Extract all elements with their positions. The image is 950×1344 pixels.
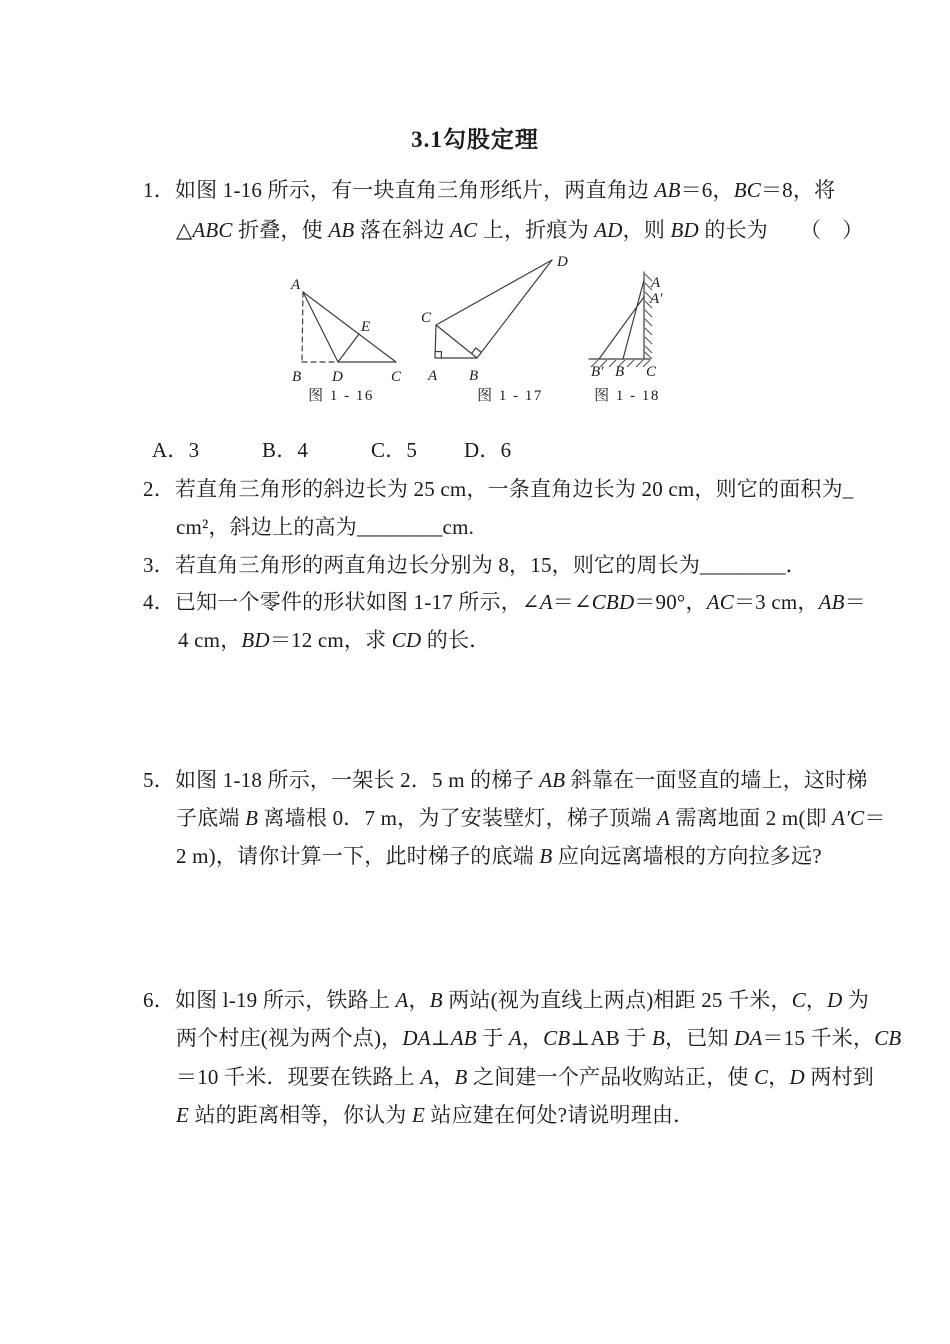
- question-1-line-1: 1．如图 1-16 所示，有一块直角三角形纸片，两直角边 AB＝6，BC＝8，将: [143, 178, 836, 202]
- figure-1-18-diagram: [589, 272, 663, 404]
- question-5-line-2: 子底端 B 离墙根 0．7 m，为了安装壁灯，梯子顶端 A 需离地面 2 m(即 A′C＝: [176, 806, 886, 830]
- fig18-wall-hatching: [645, 274, 652, 359]
- question-2-line-2: cm²，斜边上的高为________cm.: [176, 515, 475, 539]
- option-c: C．5: [371, 438, 418, 462]
- fig16-label-D: D: [332, 369, 343, 385]
- fig17-edge-CD: [436, 260, 552, 325]
- question-5-line-1: 5．如图 1-18 所示，一架长 2．5 m 的梯子 AB 斜靠在一面竖直的墙上，这时梯: [143, 768, 868, 792]
- fig16-label-E: E: [361, 319, 371, 335]
- fig16-label-B: B: [292, 369, 302, 385]
- question-4-line-1: 4．已知一个零件的形状如图 1-17 所示，∠A＝∠CBD＝90°，AC＝3 cm，AB＝: [143, 590, 866, 614]
- fig18-label-C: C: [646, 364, 657, 380]
- question-1-line-2: △ABC 折叠，使 AB 落在斜边 AC 上，折痕为 AD，则 BD 的长为 （ ）: [176, 218, 864, 242]
- fig16-edge-AD: [303, 292, 338, 362]
- fig18-ladder-AB: [623, 280, 644, 359]
- option-d: D．6: [464, 438, 512, 462]
- fig17-label-B: B: [469, 368, 479, 384]
- fig17-caption: 图 1 - 17: [477, 388, 543, 404]
- question-6-line-2: 两个村庄(视为两个点)，DA⊥AB 于 A，CB⊥AB 于 B，已知 DA＝15 千米，CB: [176, 1026, 902, 1050]
- fig18-label-A-prime: A′: [650, 291, 663, 307]
- fig17-label-A: A: [428, 368, 438, 384]
- page-title: 3.1勾股定理: [411, 127, 539, 152]
- question-6-line-3: ＝10 千米．现要在铁路上 A，B 之间建一个产品收购站正，使 C，D 两村到: [176, 1065, 874, 1089]
- fig16-label-C: C: [391, 369, 402, 385]
- fig17-edge-CB: [436, 325, 477, 358]
- fig18-label-B: B: [615, 364, 625, 380]
- fig17-edge-AC: [435, 325, 436, 358]
- figure-1-17-diagram: [421, 254, 568, 404]
- fig17-label-C: C: [421, 310, 432, 326]
- fig18-ladder-ApBp: [599, 297, 644, 359]
- fig17-edge-BD: [477, 260, 552, 358]
- fig17-label-D: D: [557, 254, 568, 270]
- question-6-line-1: 6．如图 l-19 所示，铁路上 A，B 两站(视为直线上两点)相距 25 千米，C，D 为: [143, 988, 870, 1012]
- option-b: B．4: [262, 438, 309, 462]
- fig18-ground-hatching: [591, 360, 650, 367]
- fig18-caption: 图 1 - 18: [594, 388, 660, 404]
- question-3-line-1: 3．若直角三角形的两直角边长分别为 8，15，则它的周长为________．: [143, 553, 807, 577]
- fig16-label-A: A: [291, 277, 301, 293]
- fig16-edge-AB-dashed: [302, 292, 303, 362]
- question-2-line-1: 2．若直角三角形的斜边长为 25 cm，一条直角边长为 20 cm，则它的面积为_: [143, 477, 854, 501]
- fig16-edge-DE: [338, 334, 359, 362]
- fig17-right-angle-A: [435, 352, 441, 359]
- fig17-right-angle-B: [472, 348, 482, 354]
- option-a: A．3: [152, 438, 200, 462]
- question-5-line-3: 2 m)，请你计算一下，此时梯子的底端 B 应向远离墙根的方向拉多远?: [176, 844, 822, 868]
- question-4-line-2: 4 cm，BD＝12 cm，求 CD 的长．: [178, 628, 491, 652]
- fig18-label-A: A: [651, 275, 661, 291]
- fig18-label-B-prime: B′: [591, 364, 604, 380]
- fig16-caption: 图 1 - 16: [308, 388, 374, 404]
- figure-1-16-diagram: [290, 277, 402, 404]
- fig16-edge-AC: [303, 292, 396, 362]
- question-6-line-4: E 站的距离相等，你认为 E 站应建在何处?请说明理由．: [176, 1103, 695, 1127]
